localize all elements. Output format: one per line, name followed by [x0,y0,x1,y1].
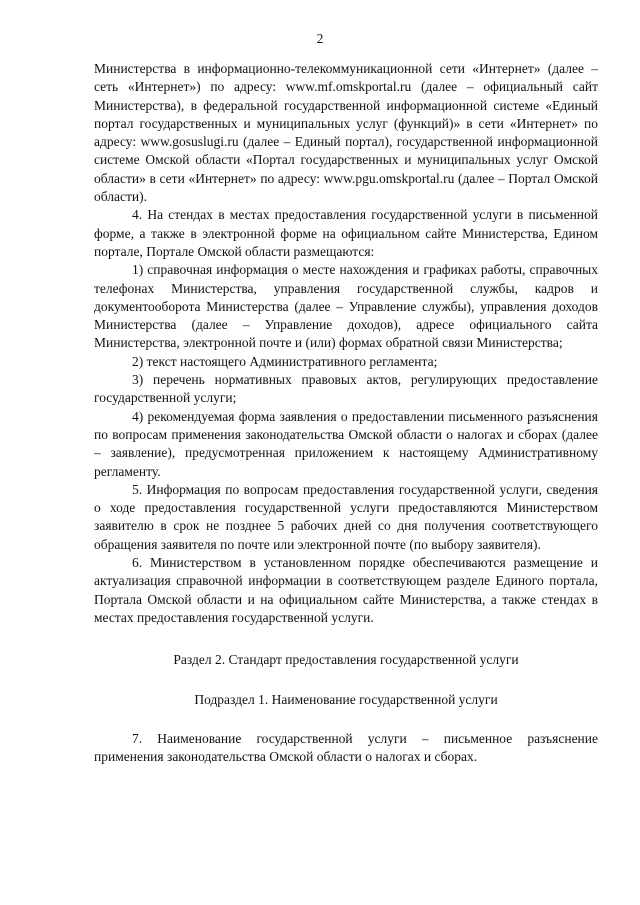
paragraph-subitem-2: 2) текст настоящего Административного регламента; [132,353,438,369]
subsection-heading: Подраздел 1. Наименование государственной услуги [194,691,498,707]
paragraph-item-5: 5. Информация по вопросам предоставления государственной услуги, сведения о ходе предоставления государственной услуги предоставляются Министерством заявителю в срок не позднее 5 рабочих дней со дня получения соответствующего обращения заявителя по почте или электронной почте (по выбору заявителя). [94,481,598,552]
paragraph-item-6: 6. Министерством в установленном порядке обеспечиваются размещение и актуализация справочной информации в соответствующем разделе Единого портала, Портала Омской области и на официальном сайте Министерства, а также стендах в местах предоставления государственной услуги. [94,555,598,625]
paragraph-continuation: Министерства в информационно-телекоммуникационной сети «Интернет» (далее – сеть «Интернет») по адресу: www.mf.omskportal.ru (далее – официальный сайт Министерства), в федеральной государственной информационной системе «Единый портал государственных и муниципальных услуг (функций)» в сети «Интернет» по адресу: www.gosuslugi.ru (далее – Единый портал), государственной информационной системе Омской области «Портал государственных и муниципальных услуг Омской области» в сети «Интернет» по адресу: www.pgu.omskportal.ru (далее – Портал Омской области). [94,61,598,205]
paragraph-item-7: 7. Наименование государственной услуги – письменное разъяснение применения законодательства Омской области о налогах и сборах. [94,730,598,765]
page-number: 2 [316,31,324,46]
paragraph-subitem-3: 3) перечень нормативных правовых актов, регулирующих предоставление государственной услуги; [94,372,598,406]
paragraph-subitem-4: 4) рекомендуемая форма заявления о предоставлении письменного разъяснения по вопросам применения законодательства Омской области о налогах и сборах (далее – заявление), предусмотренная приложением к настоящему Административному регламенту. [94,408,598,479]
paragraph-subitem-1: 1) справочная информация о месте нахождения и графиках работы, справочных телефонах Министерства, управления государственной службы, кадров и документооборота Министерства (далее – Управление службы), управления доходов Министерства (далее – Управление доходов), адресе официального сайта Министерства, электронной почте и (или) формах обратной связи Министерства; [94,262,598,351]
paragraph-item-4: 4. На стендах в местах предоставления государственной услуги в письменной форме, а также в электронной форме на официальном сайте Министерства, Едином портале, Портале Омской области размещаются: [94,207,598,259]
document-body [94,60,598,766]
section-heading: Раздел 2. Стандарт предоставления государственной услуги [173,652,519,668]
